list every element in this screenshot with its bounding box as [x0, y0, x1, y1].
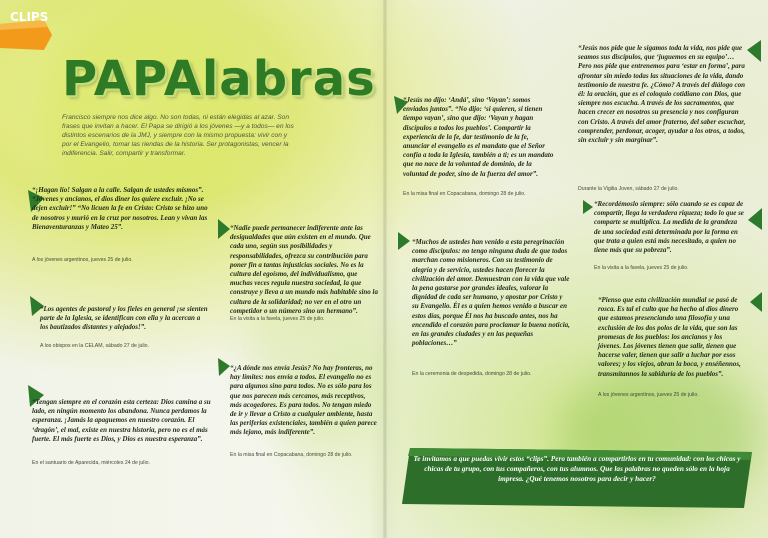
- quote-4: “Nadie puede permanecer indiferente ante las desigualdades que aún existen en el mundo. Que cada uno, según sus posibilidades y responsabilidades, ofrezca su contribución para poner fin a tantas injusticias sociales. No es la cultura del egoísmo, del individualismo, que muchas veces regula nuestra sociedad, la que construye y lleva a un mundo más habitable sino la cultura de la solidaridad; no ver en el otro un competidor o un número sino un hermano”.: [230, 224, 378, 315]
- quote-1-source: A los jóvenes argentinos, jueves 25 de julio.: [32, 257, 133, 263]
- bg-glow-left: [40, 10, 260, 210]
- quote-10: “Pienso que esta civilización mundial se pasó de rosca. Es tal el culto que ha hecho al dios dinero que estamos presenciando una filosofía y una exclusión de los dos polos de la vida, que son las promesas de los pueblos: los ancianos y los jóvenes. Los jóvenes tienen que salir, tienen que hacerse valer, tienen que salir a luchar por esos valores; y los viejos, abran la boca, y enséñennos, transmítannos la sabiduría de los pueblos”.: [598, 296, 741, 378]
- triangle-decoration-8: [747, 40, 761, 62]
- quote-7-source: En la ceremonia de despedida, domingo 28 de julio.: [412, 371, 532, 377]
- quote-5: “¿A dónde nos envía Jesús? No hay fronteras, no hay límites: nos envía a todos. El evangelio no es para algunos sino para todos. No es sólo para los que nos parecen más cercanos, más receptivos, más acogedores. Es para todos. No tengan miedo de ir y llevar a Cristo a cualquier ambiente, hasta las periferias existenciales, también a quien parece más lejano, más indiferente”.: [230, 364, 377, 437]
- triangle-decoration-11: [583, 200, 593, 214]
- page-spine: [383, 0, 387, 538]
- quote-2: “Los agentes de pastoral y los fieles en general ¡se sienten parte de la Iglesia, se identifican con ella y la acercan a los bautizados distantes y alejados!”.: [40, 305, 208, 332]
- invitation-text: Te invitamos a que puedas vivir estos “clips”. Pero también a compartirlos en tu comunidad: con los chicos y chicas de tu grupo, con tus compañeros, con tus alumnos. Que las palabras no queden sólo en la hoja impresa. ¿Qué tenemos nosotros para decir y hacer?: [413, 454, 741, 483]
- triangle-decoration-5: [218, 358, 230, 376]
- quote-1: “¡Hagan lío! Salgan a la calle. Salgan de ustedes mismos”. “Jóvenes y ancianos, el dios diner los quiere excluir. ¡No se dejen excluir!” “No licuen la fe en Cristo: Cristo se hizo uno de nosotros y murió en la cruz por nosotros. Lean y vivan las Bienaventuranzas y Mateo 25”.: [32, 186, 208, 231]
- triangle-decoration-4: [218, 219, 230, 239]
- quote-7: “Muchos de ustedes han venido a esta peregrinación como discípulos: no tengo ninguna duda de que todos marchan como misioneros. Con su testimonio de alegría y de servicio, ustedes hacen florecer la civilización del amor. Demuestran con la vida que vale la pena gastarse por grandes ideales, valorar la dignidad de cada ser humano, y apostar por Cristo y su Evangelio. Él es a quien hemos venido a buscar en estos días, porque Él nos ha buscado antes, nos ha encendido el corazón para proclamar la buena noticia, en las grandes ciudades y en las pequeñas poblaciones…”: [412, 238, 570, 348]
- intro-paragraph: Francisco siempre nos dice algo. No son todas, ni están elegidas al azar. Son frases que invitan a hacer. El Papa se dirigió a los jóvenes —y a todos— en los distintos escenarios de la JMJ, y siempre con la mismo propuesta: vivir con y por el Evangelio, tomar las riendas de la historia. Ser protagonistas, vencer la indiferencia. Salir, compartir y transformar.: [62, 114, 294, 157]
- quote-8-source: Durante la Vigilia Joven, sábado 27 de julio.: [578, 186, 679, 192]
- quote-6: “Jesús no dijo: ‘Andá’, sino ‘Vayan’: somos enviados juntos”. “No dijo: ‘si quieren, si tienen tiempo vayan’, sino que dijo: ‘Vayan y hagan discípulos a todos los pueblos’. Compartir la experiencia de la fe, dar testimonio de la fe, anunciar el evangelio es el mandato que el Señor confía a toda la Iglesia, también a ti; es un mandato que no nace de la voluntad de dominio, de la voluntad de poder, sino de la fuerza del amor”.: [403, 96, 554, 178]
- quote-10-source: A los jóvenes argentinos, jueves 25 de julio.: [598, 392, 699, 398]
- quote-2-source: A los obispos en la CELAM, sábado 27 de julio.: [40, 343, 150, 349]
- triangle-decoration-9: [748, 208, 762, 230]
- triangle-decoration-6: [398, 232, 410, 250]
- quote-3-source: En el santuario de Aparecida, miércoles 24 de julio.: [32, 460, 150, 466]
- quote-5-source: En la misa final en Copacabana, domingo 28 de julio.: [230, 452, 353, 458]
- quote-3: “Tengan siempre en el corazón esta certeza: Dios camina a su lado, en ningún momento los abandona. Nunca perdamos la esperanza. ¡Jamás la apaguemos en nuestro corazón. El ‘dragón’, el mal, existe en nuestra historia, pero no es el más fuerte. El más fuerte es Dios, y Dios es nuestra esperanza”.: [32, 398, 211, 443]
- quote-6-source: En la misa final en Copacabana, domingo 28 de julio.: [403, 191, 526, 197]
- quote-9-source: En la visita a la favela, jueves 25 de julio.: [594, 265, 689, 271]
- triangle-decoration-10: [750, 292, 762, 312]
- quote-9: “Recordémoslo siempre: sólo cuando se es capaz de compartir, llega la verdadera riqueza; todo lo que se comparte se multiplica. La medida de la grandeza de una sociedad está determinada por la forma en que trata a quien está más necesitado, a quien no tiene más que su pobreza”.: [594, 200, 744, 255]
- page-title: PAPAlabras: [62, 51, 376, 107]
- clips-label: CLIPS: [10, 10, 49, 24]
- quote-8: “Jesús nos pide que le sigamos toda la vida, nos pide que seamos sus discípulos, que ‘juguemos en su equipo’… Pero nos pide que entrenemos para ‘estar en forma’, para afrontar sin miedo todas las situaciones de la vida, dando testimonio de nuestra fe. ¿Cómo? A través del diálogo con él: la oración, que es el coloquio cotidiano con Dios, que siempre nos escucha. A través de los sacramentos, que hacen crecer en nosotros su presencia y nos configuran con Cristo. A través del amor fraterno, del saber escuchar, comprender, perdonar, acoger, ayudar a los otros, a todos, sin excluir y sin marginar”.: [578, 44, 746, 145]
- quote-4-source: En la visita a la favela, jueves 25 de julio.: [230, 316, 325, 322]
